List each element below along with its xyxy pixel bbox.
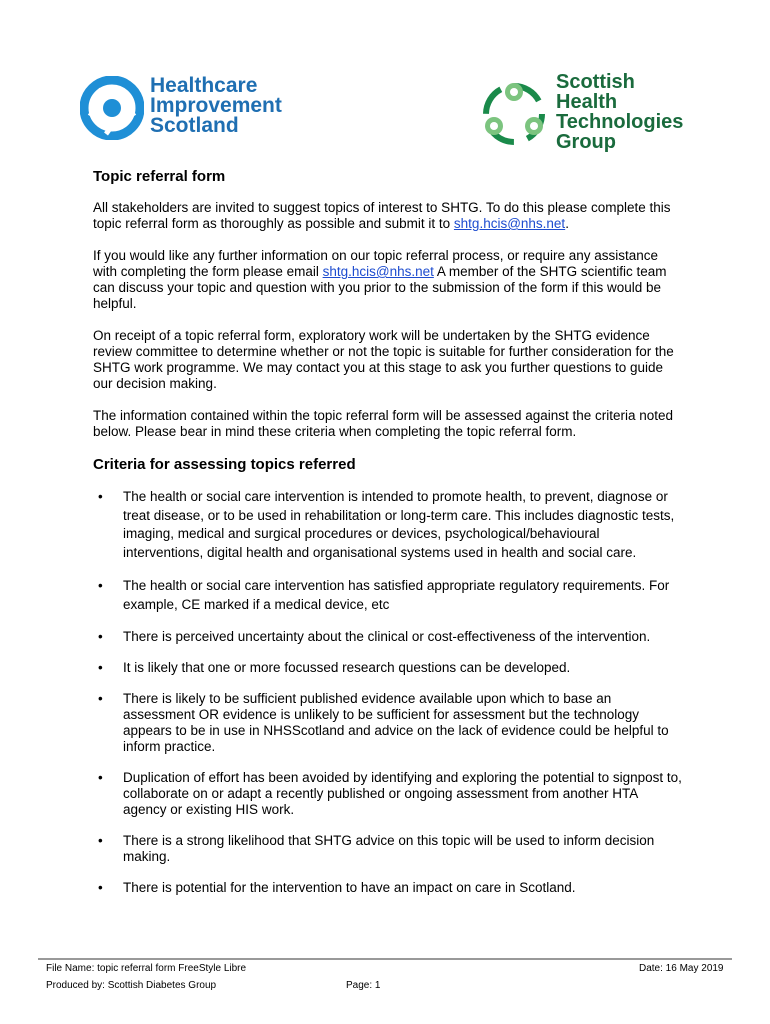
criteria-item	[93, 880, 683, 896]
hcis-logo	[80, 72, 320, 142]
hcis-emblem-icon	[80, 76, 144, 140]
shtg-logo	[478, 72, 718, 156]
shtg-line-4: Group	[556, 131, 616, 153]
intro-paragraph-2	[93, 248, 683, 312]
footer-page-number: Page: 1	[346, 980, 381, 991]
intro-paragraph-4: The information contained within the topic referral form will be assessed against the criteria noted below. Please bear in mind these criteria when completing the topic referral form.	[93, 408, 674, 439]
criteria-item	[93, 691, 683, 755]
intro-paragraph-1	[93, 200, 683, 232]
document-body	[93, 168, 683, 911]
criteria-heading: Criteria for assessing topics referred	[93, 456, 356, 473]
criteria-item	[93, 629, 683, 645]
criteria-item	[93, 770, 683, 818]
criteria-text: There is likely to be sufficient published evidence available upon which to base an assessment OR evidence is unlikely to be sufficient for assessment but the technology appears to be in use in NHSScotland and advice on the lack of evidence could be helpful to inform practice.	[123, 691, 669, 754]
intro-p2-text: If you would like any further information on our topic referral process, or require any assistance with completing the form please email	[93, 248, 659, 279]
footer-divider	[38, 958, 732, 960]
criteria-item	[93, 833, 683, 865]
footer-file-name: File Name: topic referral form FreeStyle Libre	[46, 963, 247, 974]
bullet-icon: •	[98, 770, 103, 785]
criteria-text: It is likely that one or more focussed research questions can be developed.	[123, 660, 571, 675]
criteria-text: Duplication of effort has been avoided by identifying and exploring the potential to signpost to, collaborate on or adapt a recently published or ongoing assessment from another HTA agency or existing HIS work.	[123, 770, 682, 817]
criteria-text: The health or social care intervention is intended to promote health, to prevent, diagnose or treat disease, or to be used in rehabilitation or long-term care. This includes diagnostic tests, imaging, medical and surgical procedures or devices, psychological/behavioural interventions, digital health and organisational systems used in health and social care.	[123, 489, 675, 560]
hcis-line-3: Scotland	[150, 114, 239, 137]
hcis-line-2: Improvement	[150, 94, 282, 117]
criteria-item	[93, 660, 683, 676]
email-link[interactable]: shtg.hcis@nhs.net	[453, 216, 566, 231]
shtg-line-2: Health	[556, 91, 618, 113]
page-title: Topic referral form	[93, 168, 226, 185]
email-link[interactable]: shtg.hcis@nhs.net	[322, 264, 434, 279]
bullet-icon: •	[98, 833, 103, 848]
criteria-item	[93, 488, 683, 562]
bullet-icon: •	[98, 880, 103, 895]
shtg-emblem-icon	[478, 78, 550, 150]
hcis-wordmark	[150, 76, 282, 136]
criteria-item	[93, 577, 683, 614]
shtg-line-1: Scottish	[556, 71, 635, 93]
criteria-text: There is a strong likelihood that SHTG advice on this topic will be used to inform decision making.	[123, 833, 655, 864]
hcis-line-1: Healthcare	[150, 74, 258, 97]
criteria-list	[93, 488, 683, 896]
criteria-text: The health or social care intervention has satisfied appropriate regulatory requirements. For example, CE marked if a medical device, etc	[123, 578, 670, 612]
footer-date: Date: 16 May 2019	[639, 963, 724, 974]
footer-produced-by: Produced by: Scottish Diabetes Group	[46, 980, 217, 991]
intro-paragraph-3: On receipt of a topic referral form, exploratory work will be undertaken by the SHTG evidence review committee to determine whether or not the topic is suitable for further consideration for the SHTG work programme. We may contact you at this stage to ask you further questions to guide our decision making.	[93, 328, 674, 391]
bullet-icon: •	[98, 489, 103, 504]
shtg-wordmark	[556, 72, 683, 152]
intro-p1-end: .	[565, 216, 569, 231]
intro-p2-end: A member of the SHTG scientific team can discuss your topic and question with you prior to the submission of the form if this would be helpful.	[93, 264, 667, 311]
criteria-text: There is perceived uncertainty about the clinical or cost-effectiveness of the intervention.	[123, 629, 651, 644]
shtg-line-3: Technologies	[556, 111, 684, 133]
bullet-icon: •	[98, 578, 103, 593]
bullet-icon: •	[98, 691, 103, 706]
criteria-text: There is potential for the intervention to have an impact on care in Scotland.	[123, 880, 576, 895]
bullet-icon: •	[98, 629, 103, 644]
intro-p1-text: All stakeholders are invited to suggest topics of interest to SHTG. To do this please complete this topic referral form as thoroughly as possible and submit it to	[93, 200, 671, 231]
bullet-icon: •	[98, 660, 103, 675]
